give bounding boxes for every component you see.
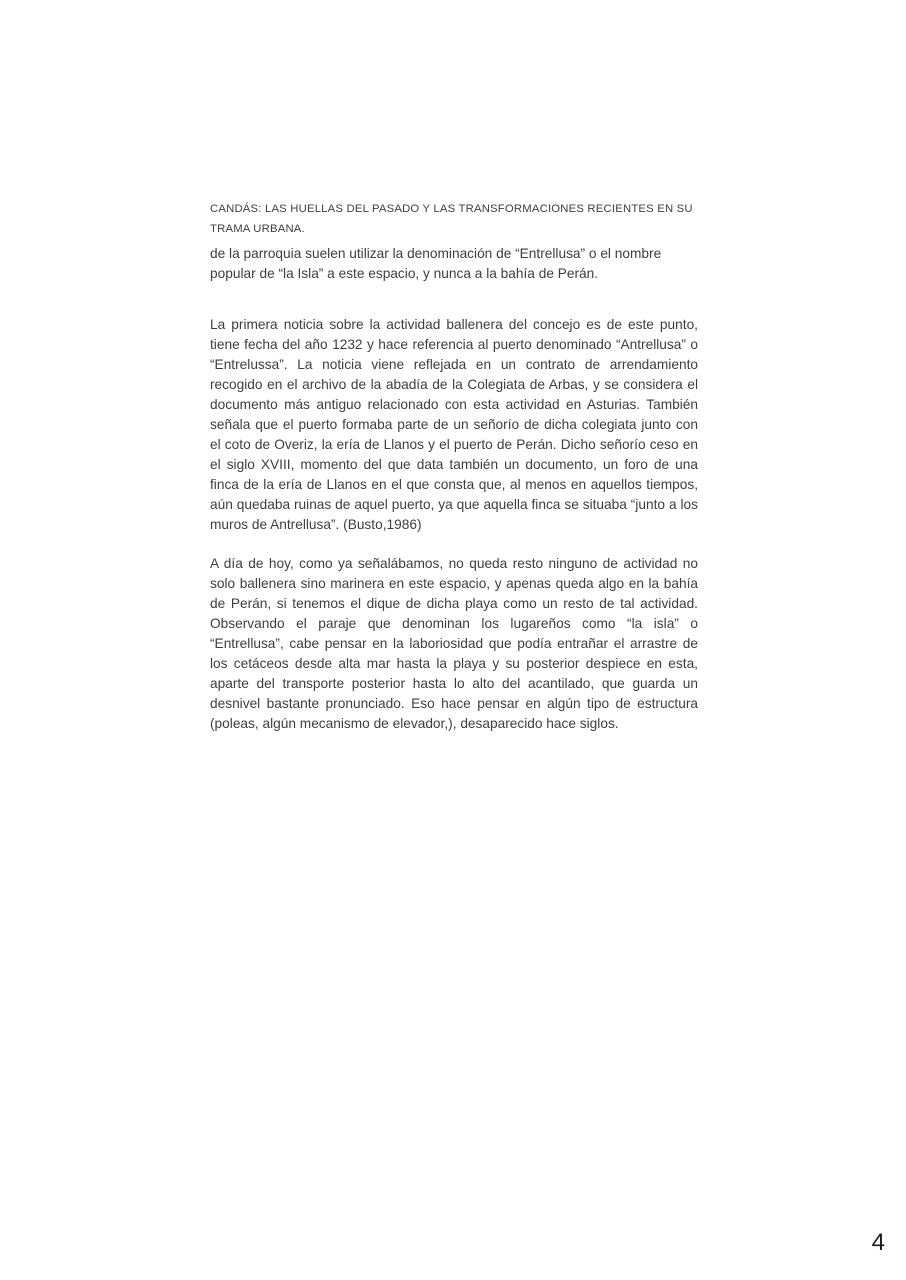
page-number: 4	[871, 1229, 885, 1256]
running-header: CANDÁS: LAS HUELLAS DEL PASADO Y LAS TRANSFORMACIONES RECIENTES EN SU TRAMA URBANA.	[210, 203, 693, 235]
text-block	[210, 199, 698, 734]
paragraph: A día de hoy, como ya señalábamos, no queda resto ninguno de actividad no solo ballenera sino marinera en este espacio, y apenas queda algo en la bahía de Perán, si tenemos el dique de dicha playa como un resto de tal actividad. Observando el paraje que denominan los lugareños como “la isla” o “Entrellusa”, cabe pensar en la laboriosidad que podía entrañar el arrastre de los cetáceos desde alta mar hasta la playa y su posterior despiece en esta, aparte del transporte posterior hasta lo alto del acantilado, que guarda un desnivel bastante pronunciado. Eso hace pensar en algún tipo de estructura (poleas, algún mecanismo de elevador,), desaparecido hace siglos.	[210, 556, 698, 731]
paragraph: de la parroquia suelen utilizar la denominación de “Entrellusa” o el nombre popular de “la Isla” a este espacio, y nunca a la bahía de Perán.	[210, 246, 662, 281]
paragraph: La primera noticia sobre la actividad ballenera del concejo es de este punto, tiene fecha del año 1232 y hace referencia al puerto denominado “Antrellusa” o “Entrelussa”. La noticia viene reflejada en un contrato de arrendamiento recogido en el archivo de la abadía de la Colegiata de Arbas, y se considera el documento más antiguo relacionado con esta actividad en Asturias. También señala que el puerto formaba parte de un señorío de dicha colegiata junto con el coto de Overiz, la ería de Llanos y el puerto de Perán. Dicho señorío ceso en el siglo XVIII, momento del que data también un documento, un foro de una finca de la ería de Llanos en el que consta que, al menos en aquellos tiempos, aún quedaba ruinas de aquel puerto, ya que aquella finca se situaba “junto a los muros de Antrellusa”. (Busto,1986)	[210, 317, 698, 532]
